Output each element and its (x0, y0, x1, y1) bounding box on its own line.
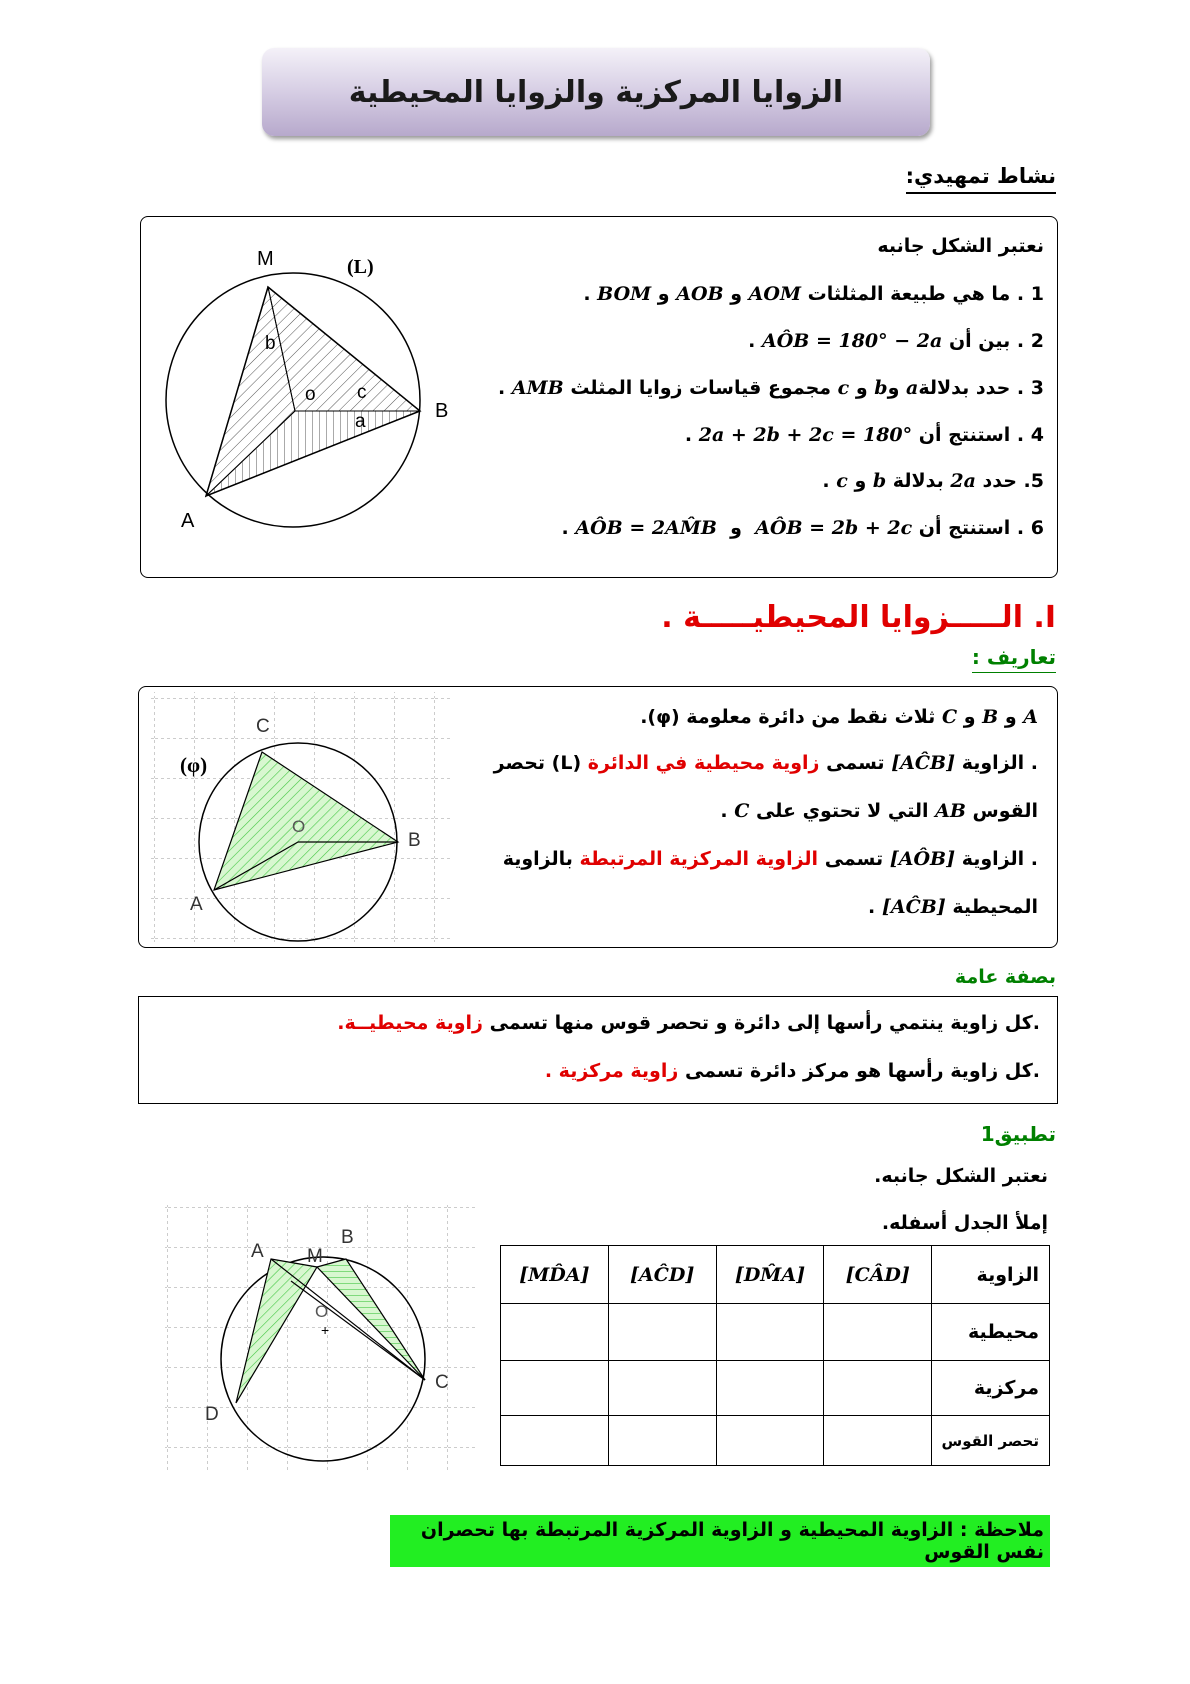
label-C: C (256, 716, 270, 737)
label-A: A (251, 1241, 264, 1262)
general-line-2: .كل زاوية رأسها هو مركز دائرة تسمى زاوية مركزية . (544, 1060, 1040, 1082)
table-row-label: الزاوية (932, 1246, 1050, 1304)
application-heading: تطبيق1 (980, 1122, 1056, 1146)
label-M: M (257, 248, 274, 270)
activity-figure (165, 245, 465, 545)
table-header-row (501, 1246, 1050, 1304)
column-header-4: [MD̂A] (501, 1246, 609, 1304)
definition-line-2: . الزاوية [AĈB] تسمى زاوية محيطية في الدائرة (L) تحصر (493, 752, 1038, 774)
section-1-title: I. الـــــزوايا المحيطيـــــة . (661, 600, 1056, 635)
label-C: C (435, 1372, 449, 1393)
definitions-heading: تعاريف : (972, 645, 1056, 673)
activity-intro: نعتبر الشكل جانبه (877, 235, 1044, 257)
table-row-label: تحصر القوس (932, 1416, 1050, 1466)
application-line-2: إملأ الجدل أسفله. (881, 1212, 1048, 1234)
column-header-1: [CÂD] (824, 1246, 932, 1304)
definition-line-1: A و B و C ثلاث نقط من دائرة معلومة (φ). (640, 706, 1038, 728)
table-cell[interactable] (501, 1361, 609, 1416)
label-c: c (357, 382, 367, 403)
definitions-figure (150, 692, 450, 942)
question-1: 1 . ما هي طبيعة المثلثات AOM و AOB و BOM . (583, 283, 1044, 305)
label-phi: (φ) (180, 753, 208, 777)
table-cell[interactable] (608, 1361, 716, 1416)
definition-line-3: القوس AB التي لا تحتوي على C . (720, 800, 1038, 822)
label-O: O (292, 817, 306, 836)
activity-heading: نشاط تمهيدي: (906, 164, 1056, 194)
table-cell[interactable] (824, 1304, 932, 1361)
question-5: 5. حدد 2a بدلالة b و c . (822, 470, 1044, 492)
table-cell[interactable] (716, 1304, 824, 1361)
label-a: a (355, 411, 366, 432)
table-row-label: مركزية (932, 1361, 1050, 1416)
table-cell[interactable] (608, 1416, 716, 1466)
table-row (501, 1304, 1050, 1361)
page-title: الزوايا المركزية والزوايا المحيطية (262, 48, 930, 136)
label-B: B (341, 1227, 354, 1248)
label-b: b (265, 333, 276, 354)
application-figure (165, 1205, 477, 1470)
question-2: 2 . بين أن AÔB = 180° − 2a . (748, 330, 1044, 352)
table-row (501, 1416, 1050, 1466)
table-cell[interactable] (716, 1416, 824, 1466)
note-bar: ملاحظة : الزاوية المحيطية و الزاوية المركزية المرتبطة بها تحصران نفس القوس (390, 1515, 1050, 1567)
question-6: 6 . استنتج أن AÔB = 2b + 2c و AÔB = 2AM̂B . (561, 517, 1044, 539)
label-O: O (315, 1302, 329, 1321)
question-3: 3 . حدد بدلالةa وb و c مجموع قياسات زوايا المثلث AMB . (498, 377, 1044, 399)
label-A: A (181, 510, 195, 532)
table-cell[interactable] (501, 1304, 609, 1361)
application-table (500, 1245, 1050, 1466)
column-header-3: [AĈD] (608, 1246, 716, 1304)
general-heading: بصفة عامة (954, 966, 1056, 988)
table-cell[interactable] (716, 1361, 824, 1416)
label-L: (L) (347, 256, 374, 278)
definition-line-5: المحيطية [AĈB] . (868, 896, 1038, 918)
application-line-1: نعتبر الشكل جانبه. (874, 1165, 1048, 1187)
label-M: M (307, 1246, 323, 1267)
table-row (501, 1361, 1050, 1416)
center-mark: + (321, 1322, 330, 1338)
definition-line-4: . الزاوية [AÔB] تسمى الزاوية المركزية المرتبطة بالزاوية (502, 848, 1038, 870)
label-A: A (190, 894, 203, 915)
column-header-2: [DM̂A] (716, 1246, 824, 1304)
question-4: 4 . استنتج أن 2a + 2b + 2c = 180° . (684, 424, 1044, 446)
label-D: D (205, 1404, 219, 1425)
table-cell[interactable] (608, 1304, 716, 1361)
label-B: B (435, 400, 449, 422)
label-o: o (305, 384, 316, 405)
table-row-label: محيطية (932, 1304, 1050, 1361)
general-line-1: .كل زاوية ينتمي رأسها إلى دائرة و تحصر قوس منها تسمى زاوية محيطيــة. (337, 1012, 1040, 1034)
table-cell[interactable] (824, 1361, 932, 1416)
table-cell[interactable] (501, 1416, 609, 1466)
table-cell[interactable] (824, 1416, 932, 1466)
label-B: B (408, 830, 421, 851)
